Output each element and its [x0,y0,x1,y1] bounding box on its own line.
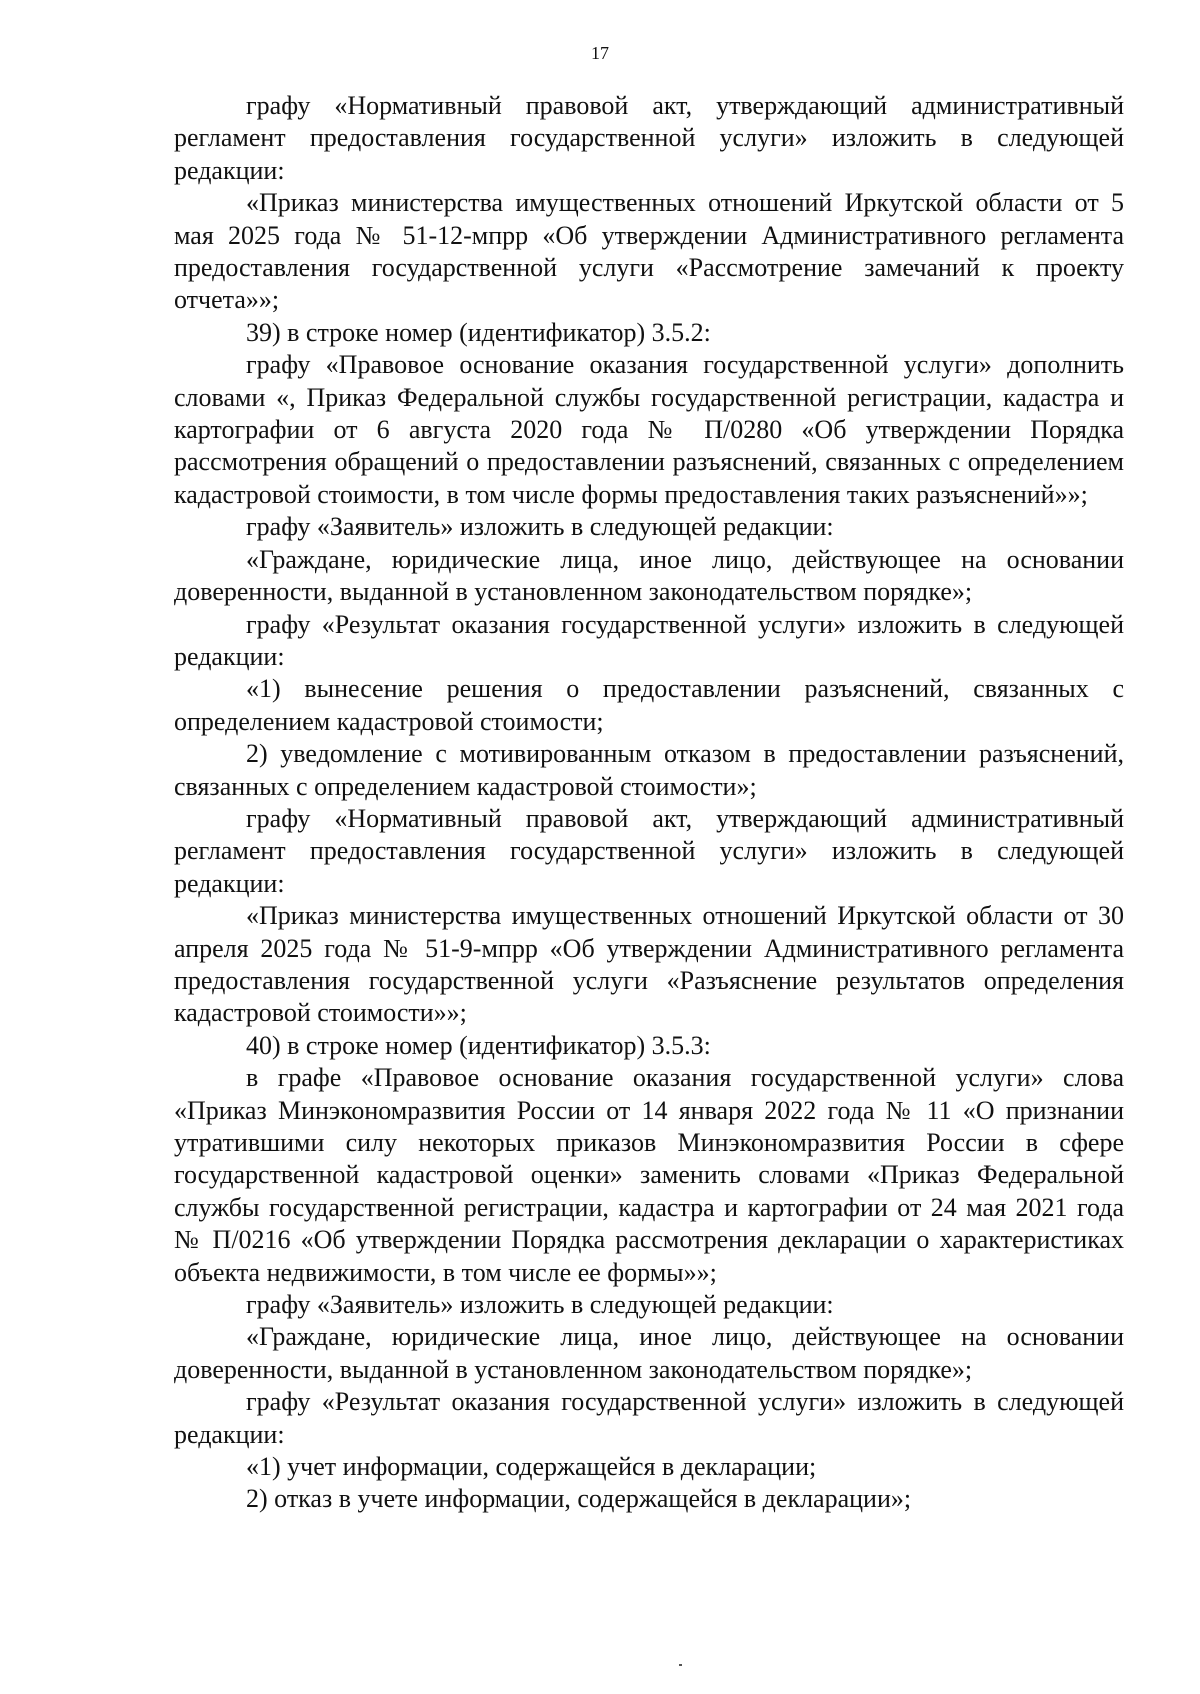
paragraph: 2) отказ в учете информации, содержащейся в декларации»; [246,1484,912,1514]
paragraph: графу «Результат оказания государственной услуги» изложить в следующей редакции: [174,1387,1124,1449]
paragraph: 2) уведомление с мотивированным отказом в предоставлении разъяснений, связанных с определением кадастровой стоимости»; [174,739,1124,801]
paragraph: «Приказ министерства имущественных отношений Иркутской области от 5 мая 2025 года № 51-12-мпрр «Об утверждении Административного регламента предоставления государственной услуги «Рассмотрение замечаний к проекту отчета»»; [174,188,1124,315]
document-body [174,90,1124,1516]
paragraph: «Граждане, юридические лица, иное лицо, действующее на основании доверенности, выданной в установленном законодательством порядке»; [174,1322,1124,1384]
paragraph: «Приказ министерства имущественных отношений Иркутской области от 30 апреля 2025 года № 51-9-мпрр «Об утверждении Административного регламента предоставления государственной услуги «Разъяснение результатов определения кадастровой стоимости»»; [174,901,1124,1028]
page-number: 17 [591,43,609,63]
paragraph: графу «Нормативный правовой акт, утверждающий административный регламент предоставления государственной услуги» изложить в следующей редакции: [174,91,1124,185]
paragraph: графу «Правовое основание оказания государственной услуги» дополнить словами «, Приказ Федеральной службы государственной регистрации, кадастра и картографии от 6 августа 2020 года № П/0280 «Об утверждении Порядка рассмотрения обращений о предоставлении разъяснений, связанных с определением кадастровой стоимости, в том числе формы предоставления таких разъяснений»»; [174,350,1124,509]
paragraph: графу «Заявитель» изложить в следующей редакции: [246,1290,834,1320]
paragraph: в графе «Правовое основание оказания государственной услуги» слова «Приказ Минэкономразвития России от 14 января 2022 года № 11 «О признании утратившими силу некоторых приказов Минэкономразвития России в сфере государственной кадастровой оценки» заменить словами «Приказ Федеральной службы государственной регистрации, кадастра и картографии от 24 мая 2021 года № П/0216 «Об утверждении Порядка рассмотрения декларации о характеристиках объекта недвижимости, в том числе ее формы»»; [174,1063,1124,1287]
paragraph: «1) вынесение решения о предоставлении разъяснений, связанных с определением кадастровой стоимости; [174,674,1124,736]
paragraph: «Граждане, юридические лица, иное лицо, действующее на основании доверенности, выданной в установленном законодательством порядке»; [174,544,1124,607]
paragraph: графу «Заявитель» изложить в следующей редакции: [246,512,834,542]
paragraph: графу «Нормативный правовой акт, утверждающий административный регламент предоставления государственной услуги» изложить в следующей редакции: [174,803,1124,898]
paragraph: 40) в строке номер (идентификатор) 3.5.3: [246,1030,711,1060]
scan-speck [679,1664,682,1666]
paragraph: «1) учет информации, содержащейся в декларации; [246,1452,817,1482]
paragraph: графу «Результат оказания государственной услуги» изложить в следующей редакции: [174,609,1124,671]
paragraph: 39) в строке номер (идентификатор) 3.5.2: [246,317,711,347]
